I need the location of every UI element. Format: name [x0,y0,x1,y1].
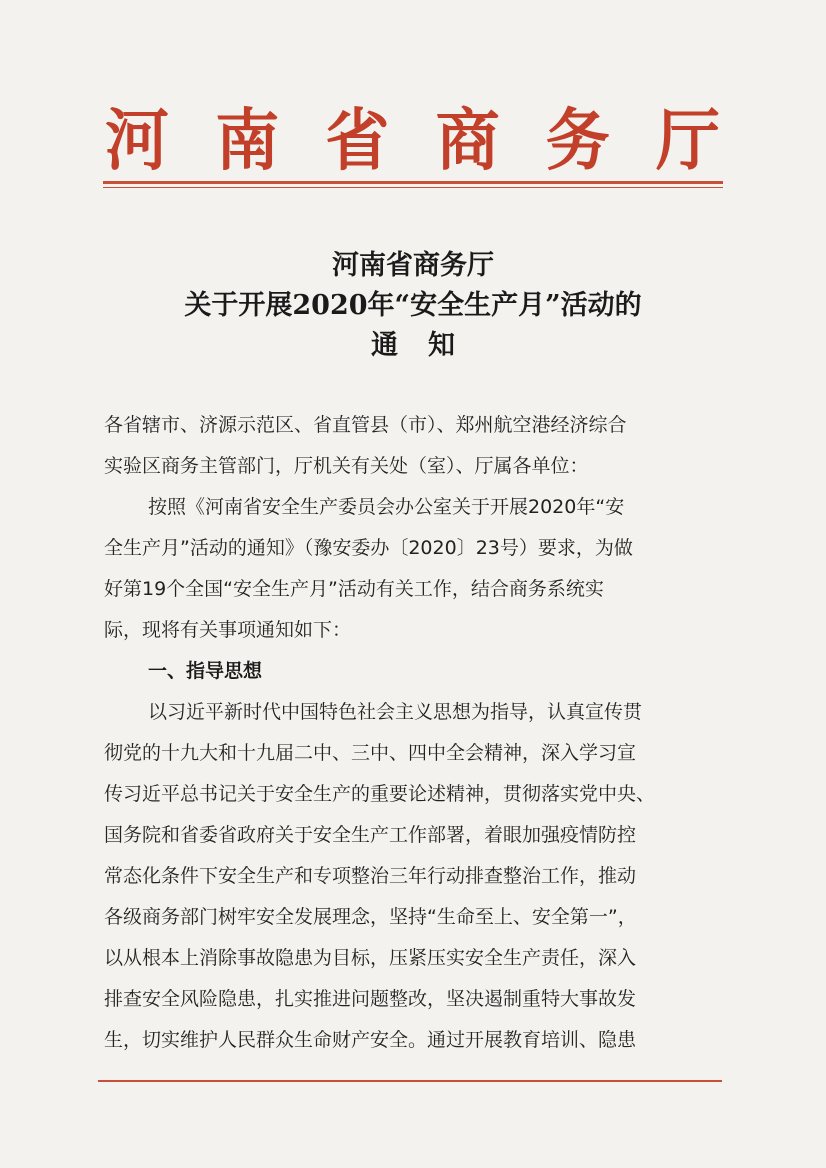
section-line: 排查安全风险隐患，扎实推进问题整改，坚决遏制重特大事故发 [104,988,637,1010]
section-line: 以从根本上消除事故隐患为目标，压紧压实安全生产责任，深入 [104,947,637,969]
recipients-line: 各省辖市、济源示范区、省直管县（市）、郑州航空港经济综合 [104,414,627,436]
letterhead-red-rule [103,181,723,184]
recipients-line: 实验区商务主管部门，厅机关有关处（室）、厅属各单位： [104,455,589,477]
intro-line: 按照《河南省安全生产委员会办公室关于开展2020年“安 [148,496,625,518]
letterhead-red-rule-thin [103,187,723,188]
doc-title-subject: 关于开展2020年“安全生产月”活动的 [184,290,642,321]
intro-line: 际，现将有关事项通知如下： [104,619,352,641]
letterhead-char: 南 [215,101,280,181]
section-line: 彻党的十九大和十九届二中、三中、四中全会精神，深入学习宣 [104,742,637,764]
section-line: 传习近平总书记关于安全生产的重要论述精神，贯彻落实党中央、 [104,783,656,805]
section-line: 各级商务部门树牢安全发展理念，坚持“生命至上、安全第一”， [104,906,637,928]
section-line: 生，切实维护人民群众生命财产安全。通过开展教育培训、隐患 [104,1029,637,1051]
section-heading: 一、指导思想 [148,660,263,682]
letterhead-char: 商 [435,101,500,181]
section-line: 以习近平新时代中国特色社会主义思想为指导，认真宣传贯 [148,701,643,723]
intro-line: 全生产月”活动的通知》（豫安委办〔2020〕23号）要求，为做 [104,537,633,559]
letterhead-char: 厅 [655,101,720,181]
footer-red-rule [98,1080,722,1082]
doc-title-org: 河南省商务厅 [332,250,494,281]
letterhead-char: 省 [325,101,390,181]
letterhead-char: 务 [545,101,610,181]
letterhead-char: 河 [105,101,169,181]
section-line: 常态化条件下安全生产和专项整治三年行动排查整治工作，推动 [104,865,637,887]
letterhead [105,95,720,181]
section-line: 国务院和省委省政府关于安全生产工作部署，着眼加强疫情防控 [104,824,637,846]
doc-title-type: 通知 [371,330,485,361]
intro-line: 好第19个全国“安全生产月”活动有关工作，结合商务系统实 [104,578,604,600]
